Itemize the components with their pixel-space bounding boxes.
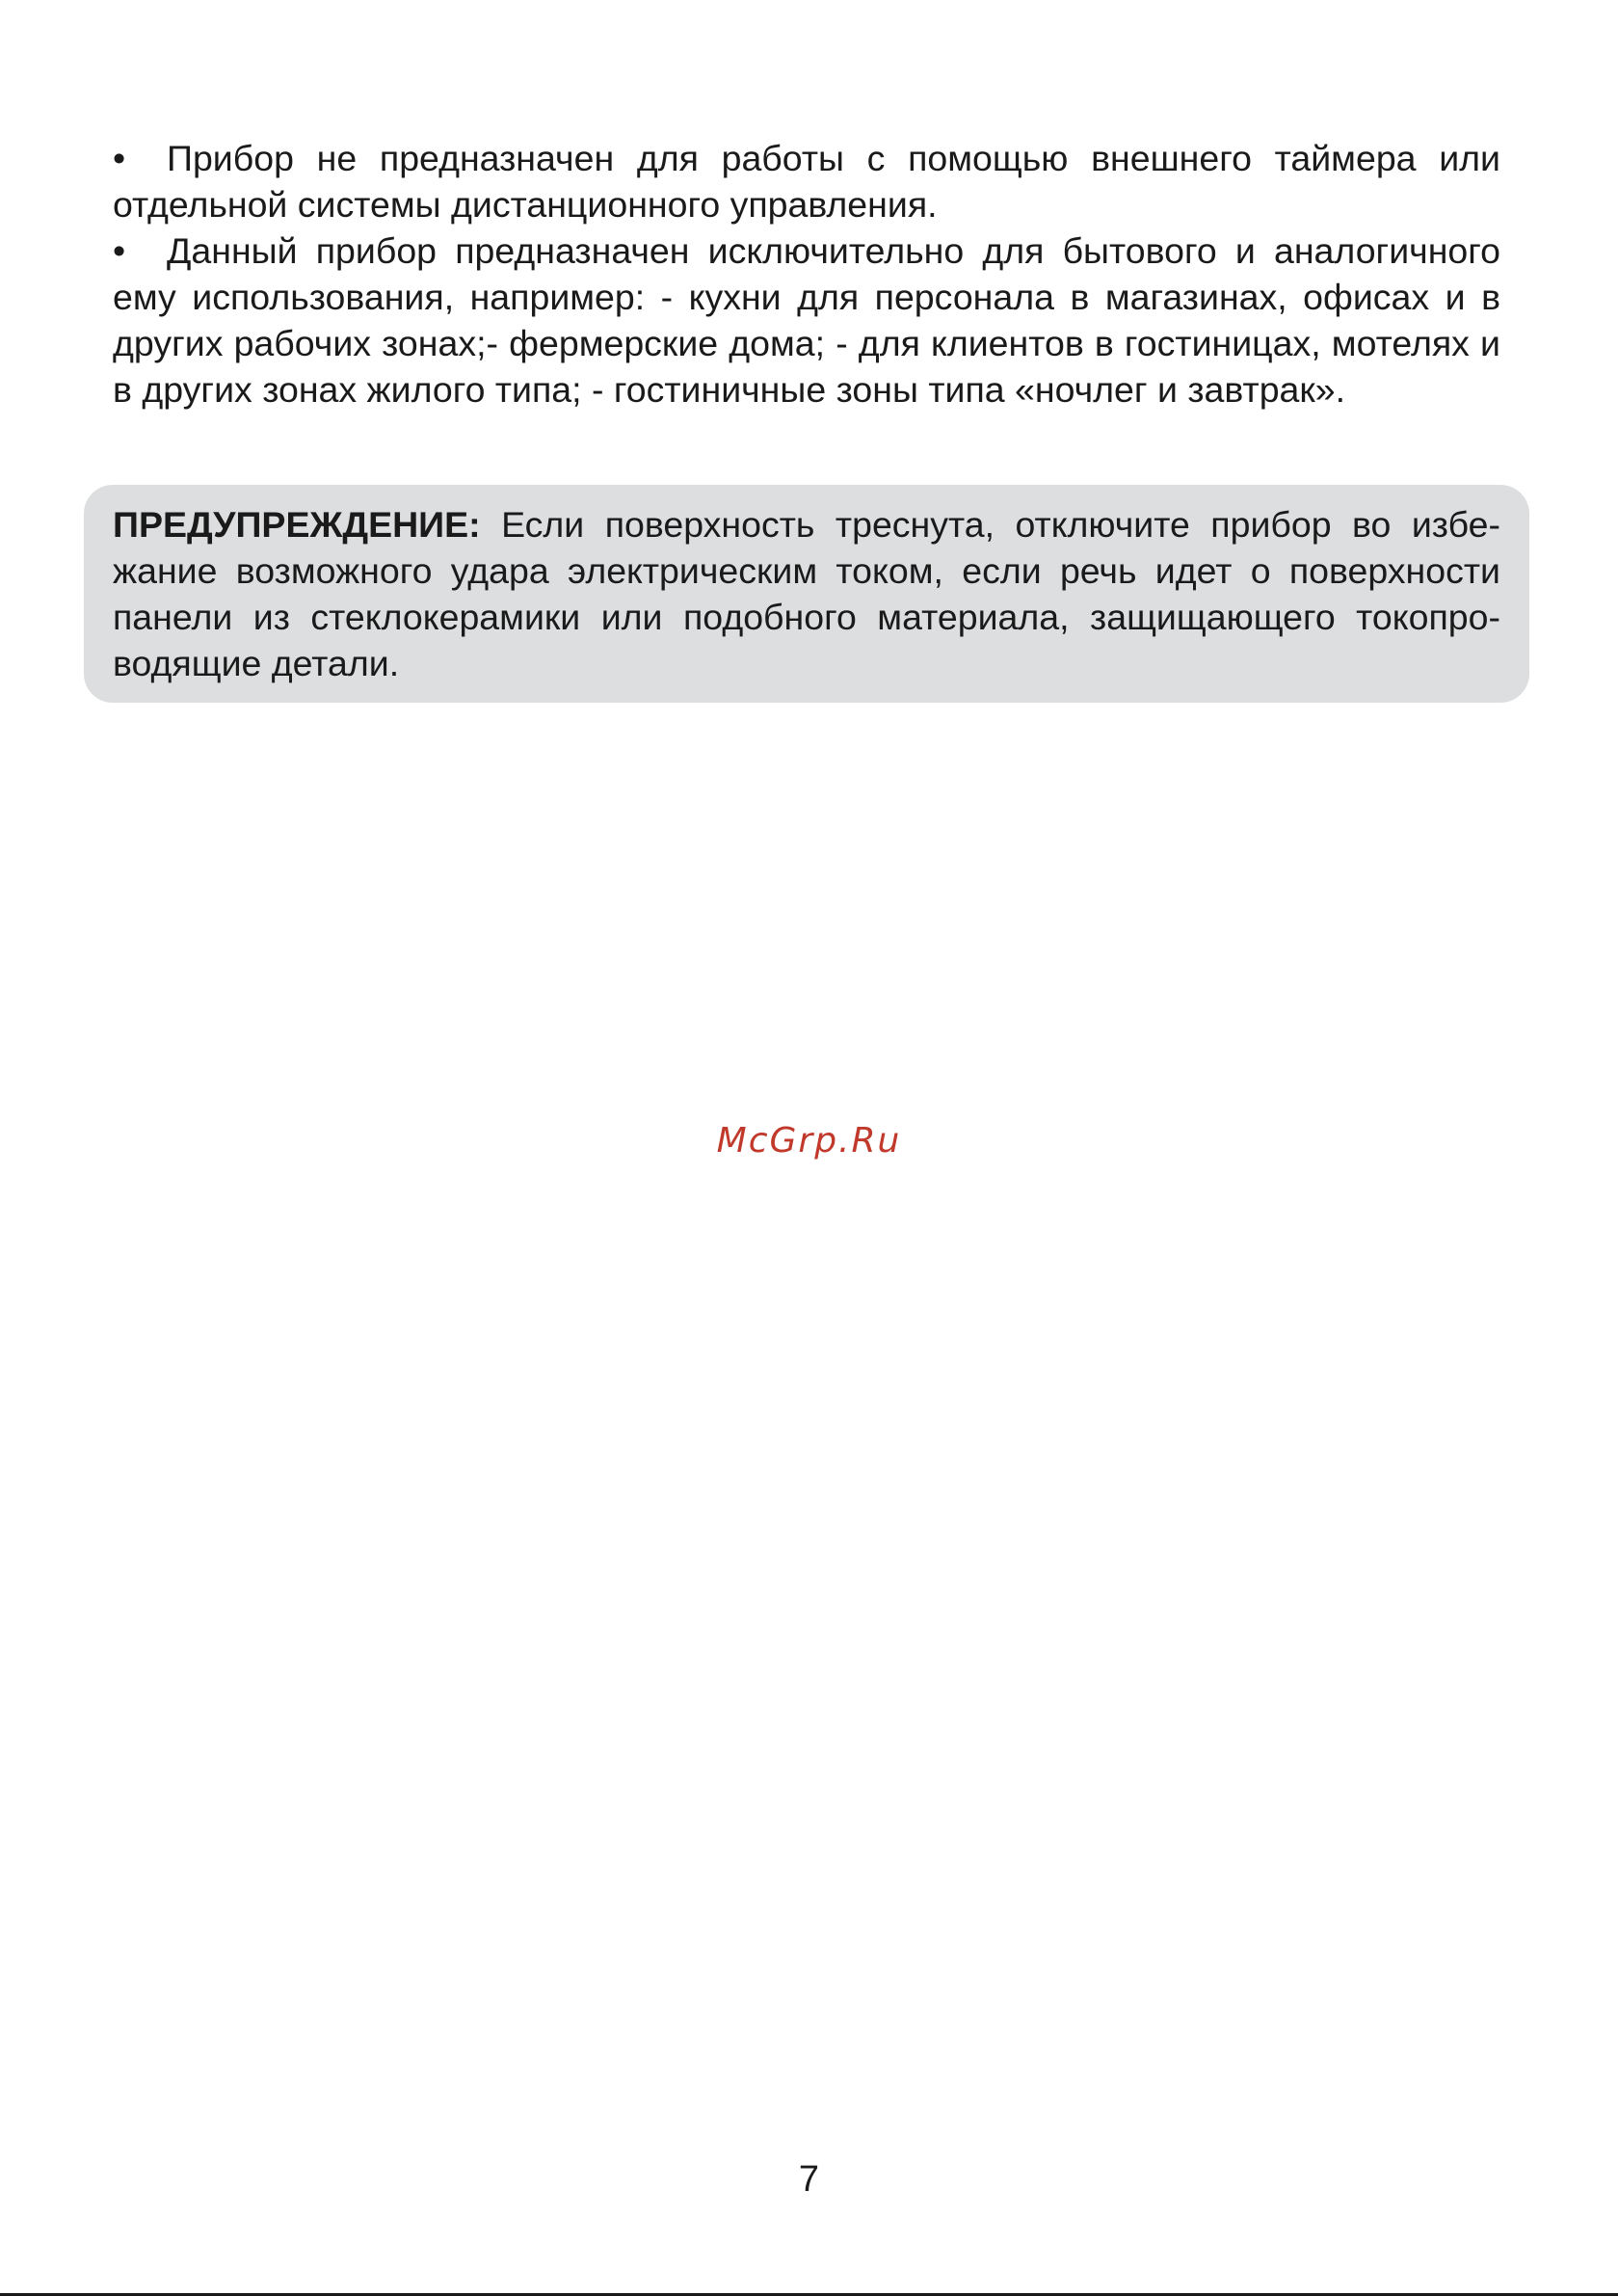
bullet-text: Прибор не предназначен для работы с помощью внешнего таймера или отдельной системы дистанционного управления. xyxy=(113,138,1500,225)
bullet-marker: • xyxy=(113,138,126,178)
bullet-item-household-use xyxy=(113,227,1500,413)
warning-box xyxy=(84,485,1529,703)
watermark-link[interactable]: McGrp.Ru xyxy=(716,1121,902,1161)
page-number: 7 xyxy=(798,2159,820,2200)
warning-paragraph xyxy=(113,501,1500,686)
bullet-text: Данный прибор предназначен исключительно для бытового и аналогичного ему использования, например: - кухни для персонала в магазинах, офисах и в других рабочих зонах;- фермерские дома; - для клиентов в гостиницах, мотелях и в других зонах жилого типа; - гостиничные зоны типа «ночлег и завтрак». xyxy=(113,230,1500,410)
bullet-marker: • xyxy=(113,230,126,271)
warning-text: Если поверхность треснута, отключите прибор во избежание возможного удара электрическим током, если речь идет о поверхности панели из стеклокерамики или подобного материала, защищающего токопроводящие детали. xyxy=(113,504,1500,683)
safety-bullet-list xyxy=(113,135,1500,413)
bullet-item-external-timer xyxy=(113,135,1500,227)
page-body xyxy=(113,135,1500,413)
warning-label: ПРЕДУПРЕЖДЕНИЕ: xyxy=(113,504,481,545)
